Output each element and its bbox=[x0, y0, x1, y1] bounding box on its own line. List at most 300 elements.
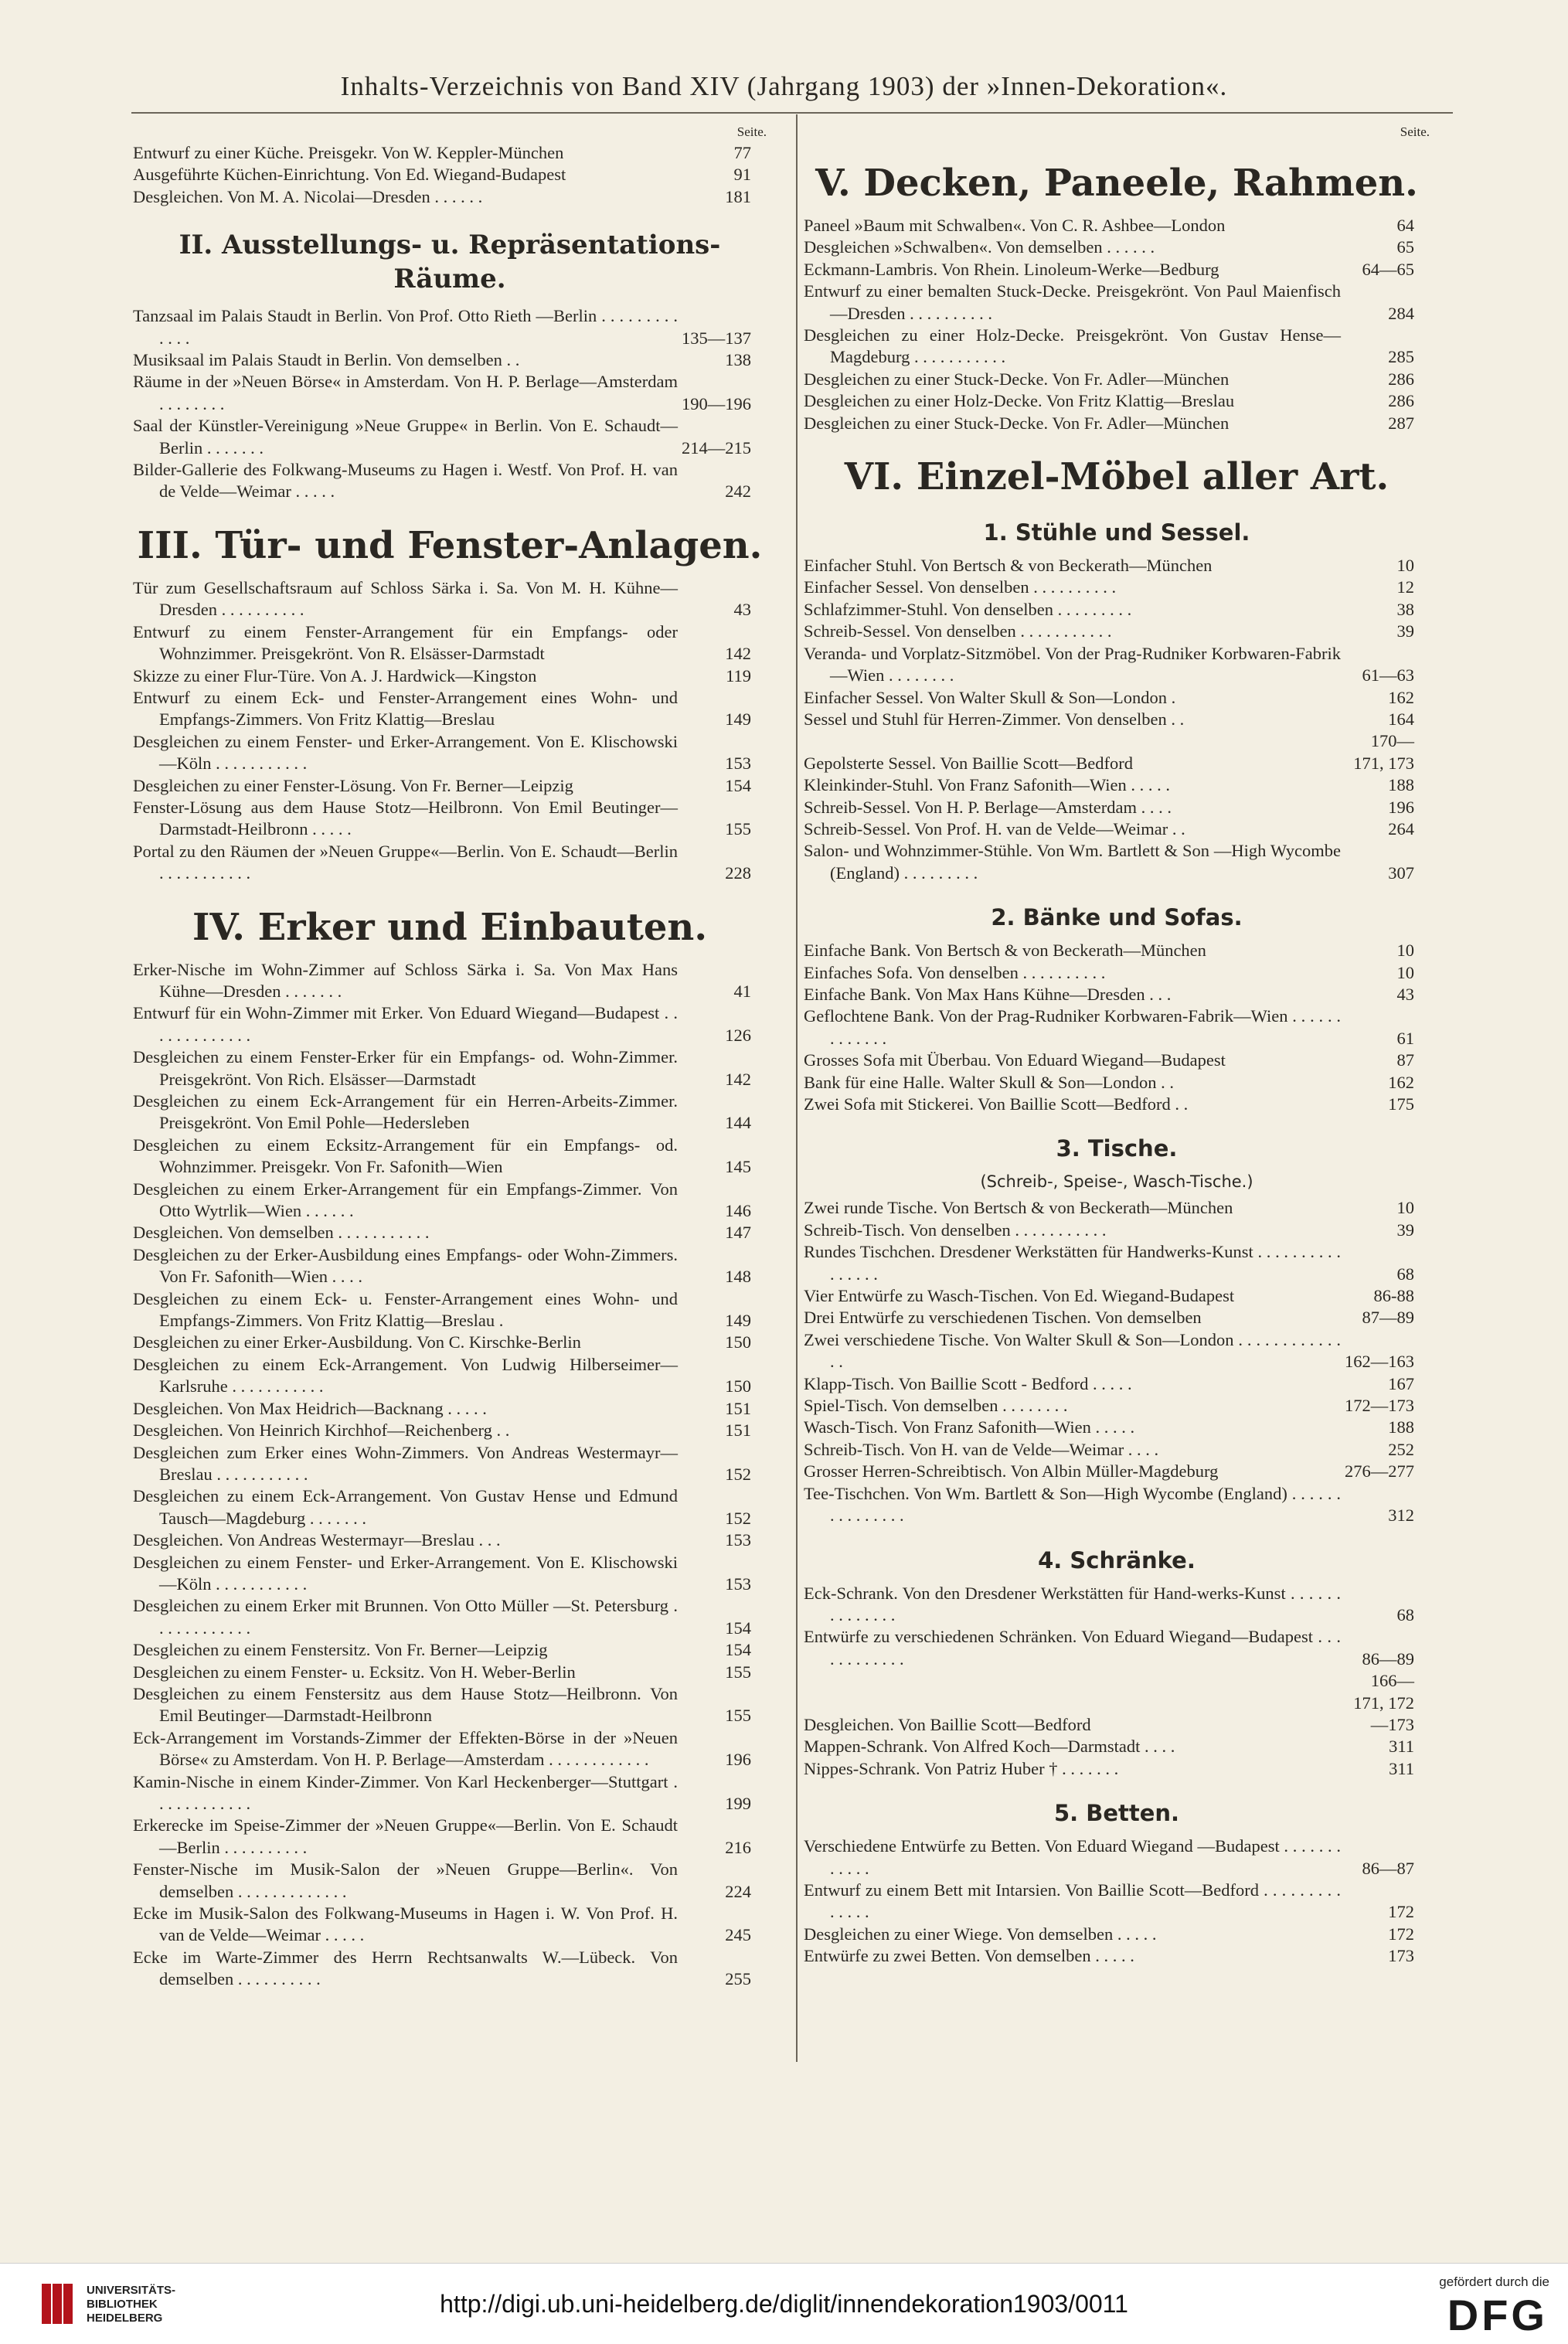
toc-entry bbox=[133, 1662, 767, 1683]
toc-entry-title: Desgleichen zu einer Stuck-Decke. Von Fr. Adler—München bbox=[804, 369, 1230, 389]
toc-entry-title: Desgleichen zu einem Fenster- und Erker-Arrangement. Von E. Klischowski—Köln . . . . . . . . . . . bbox=[133, 1552, 678, 1594]
toc-entry-page: 61 bbox=[1396, 1028, 1414, 1048]
toc-entry-page: 172—173 bbox=[1345, 1396, 1414, 1416]
toc-entry bbox=[804, 555, 1430, 577]
toc-entry-title: Fenster-Lösung aus dem Hause Stotz—Heilbronn. Von Emil Beutinger—Darmstadt-Heilbronn . . . . . bbox=[133, 797, 678, 839]
toc-entry bbox=[133, 1485, 767, 1529]
toc-entry-title: Desgleichen. Von demselben . . . . . . . . . . . bbox=[133, 1223, 430, 1243]
toc-entry-title: Einfache Bank. Von Max Hans Kühne—Dresden . . . bbox=[804, 984, 1172, 1004]
toc-entry bbox=[804, 1417, 1430, 1438]
toc-entry bbox=[133, 1552, 767, 1596]
toc-entry-title: Einfache Bank. Von Bertsch & von Beckerath—München bbox=[804, 941, 1206, 961]
toc-entry-title: Spiel-Tisch. Von demselben . . . . . . . . bbox=[804, 1396, 1068, 1416]
toc-entry bbox=[804, 1050, 1430, 1071]
toc-entry bbox=[133, 687, 767, 731]
toc-entry bbox=[804, 774, 1430, 796]
toc-entry bbox=[133, 841, 767, 885]
toc-entry-page: 216 bbox=[725, 1837, 751, 1857]
toc-entry bbox=[804, 1583, 1430, 1627]
footer-bar bbox=[0, 2263, 1568, 2344]
toc-entry-page: 285 bbox=[1388, 347, 1414, 367]
toc-entry-page: 228 bbox=[725, 863, 751, 883]
toc-entry-page: 148 bbox=[725, 1267, 751, 1287]
toc-entry-title: Drei Entwürfe zu verschiedenen Tischen. Von demselben bbox=[804, 1308, 1202, 1328]
toc-entry-page: 65 bbox=[1396, 237, 1414, 257]
toc-entry bbox=[804, 1626, 1430, 1670]
toc-entry-title: Fenster-Nische im Musik-Salon der »Neuen Gruppe—Berlin«. Von demselben . . . . . . . . . . . . . bbox=[133, 1859, 678, 1901]
toc-entry-page: 87 bbox=[1396, 1050, 1414, 1070]
toc-entry bbox=[804, 818, 1430, 840]
toc-entry-page: 196 bbox=[725, 1750, 751, 1770]
toc-entry-page: 286 bbox=[1388, 369, 1414, 389]
toc-entry-title: Wasch-Tisch. Von Franz Safonith—Wien . . . . . bbox=[804, 1417, 1135, 1437]
toc-entry-title: Vier Entwürfe zu Wasch-Tischen. Von Ed. Wiegand-Budapest bbox=[804, 1286, 1235, 1306]
toc-entry bbox=[804, 577, 1430, 598]
toc-entry-title: Entwurf zu einem Eck- und Fenster-Arrangement eines Wohn- und Empfangs-Zimmers. Von Fritz Klattig—Breslau bbox=[133, 687, 678, 730]
toc-entry-page: 86—87 bbox=[1362, 1858, 1414, 1878]
toc-entry-page: 142 bbox=[725, 1069, 751, 1089]
toc-entry bbox=[133, 577, 767, 621]
toc-entry-title: Entwürfe zu verschiedenen Schränken. Von Eduard Wiegand—Budapest . . . . . . . . . . . . bbox=[804, 1627, 1341, 1669]
toc-entry bbox=[133, 775, 767, 797]
toc-entry-title: Schreib-Tisch. Von denselben . . . . . . . . . . . bbox=[804, 1220, 1107, 1240]
toc-entry bbox=[804, 1329, 1430, 1373]
toc-entry bbox=[804, 730, 1430, 774]
toc-entry bbox=[133, 1420, 767, 1441]
toc-entry-title: Erkerecke im Speise-Zimmer der »Neuen Gruppe«—Berlin. Von E. Schaudt—Berlin . . . . . . . . . . bbox=[133, 1815, 678, 1857]
toc-entry bbox=[804, 687, 1430, 709]
toc-entry bbox=[804, 281, 1430, 325]
toc-entry bbox=[133, 1354, 767, 1398]
toc-entry-title: Desgleichen. Von M. A. Nicolai—Dresden . . . . . . bbox=[133, 186, 483, 206]
toc-entry-title: Entwürfe zu zwei Betten. Von demselben . . . . . bbox=[804, 1946, 1134, 1966]
library-name-line: HEIDELBERG bbox=[87, 2312, 163, 2325]
toc-entry bbox=[133, 797, 767, 841]
toc-entry-page: 311 bbox=[1389, 1758, 1414, 1778]
toc-entry bbox=[804, 1758, 1430, 1780]
toc-entry-page: 153 bbox=[725, 754, 751, 774]
toc-entry-title: Desgleichen »Schwalben«. Von demselben . . . . . . bbox=[804, 237, 1155, 257]
toc-entry bbox=[804, 259, 1430, 281]
toc-entry-page: 149 bbox=[725, 1311, 751, 1331]
toc-entry bbox=[133, 731, 767, 775]
toc-entry bbox=[133, 1046, 767, 1090]
toc-entry bbox=[133, 371, 767, 415]
toc-entry-title: Paneel »Baum mit Schwalben«. Von C. R. Ashbee—London bbox=[804, 216, 1226, 235]
funded-by-text: gefördert durch die bbox=[1439, 2274, 1549, 2289]
toc-entry-page: 43 bbox=[733, 600, 751, 620]
toc-entry-title: Desgleichen. Von Andreas Westermayr—Breslau . . . bbox=[133, 1530, 501, 1550]
toc-entry bbox=[804, 940, 1430, 961]
toc-entry-title: Desgleichen. Von Baillie Scott—Bedford bbox=[804, 1714, 1091, 1734]
toc-entry-title: Desgleichen zu einem Eck-Arrangement. Von Gustav Hense und Edmund Tausch—Magdeburg . . . . . . . bbox=[133, 1486, 678, 1528]
toc-entry bbox=[804, 1924, 1430, 1945]
toc-entry-page: 311 bbox=[1389, 1737, 1414, 1757]
toc-entry bbox=[133, 1859, 767, 1903]
toc-entry bbox=[804, 621, 1430, 642]
toc-entry bbox=[133, 1947, 767, 1991]
toc-entry-title: Eckmann-Lambris. Von Rhein. Linoleum-Werke—Bedburg bbox=[804, 259, 1219, 279]
toc-entry bbox=[804, 1307, 1430, 1328]
toc-entry-page: 173 bbox=[1388, 1946, 1414, 1966]
toc-entry bbox=[133, 1222, 767, 1243]
toc-entry-title: Desgleichen. Von Max Heidrich—Backnang . . . . . bbox=[133, 1398, 487, 1418]
toc-entry-page: 150 bbox=[725, 1376, 751, 1397]
toc-entry-title: Musiksaal im Palais Staudt in Berlin. Von demselben . . bbox=[133, 350, 520, 370]
section-heading: VI. Einzel-Möbel aller Art. bbox=[844, 455, 1389, 499]
toc-entry-title: Einfacher Stuhl. Von Bertsch & von Beckerath—München bbox=[804, 556, 1213, 576]
page-number-label: Seite. bbox=[1400, 124, 1430, 139]
toc-entry-title: Rundes Tischchen. Dresdener Werkstätten für Handwerks-Kunst . . . . . . . . . . . . . . . . bbox=[804, 1242, 1341, 1284]
toc-entry bbox=[133, 142, 767, 164]
toc-entry bbox=[804, 1220, 1430, 1241]
toc-entry-title: Desgleichen zu einem Erker-Arrangement für ein Empfangs-Zimmer. Von Otto Wytrlik—Wien . . . . . . bbox=[133, 1179, 678, 1221]
toc-entry bbox=[133, 415, 767, 459]
toc-entry-page: 119 bbox=[726, 665, 751, 686]
toc-entry-title: Schreib-Sessel. Von denselben . . . . . . . . . . . bbox=[804, 621, 1112, 641]
toc-entry-page: 154 bbox=[725, 775, 751, 795]
toc-entry-title: Sessel und Stuhl für Herren-Zimmer. Von denselben . . bbox=[804, 709, 1185, 729]
toc-entry-title: Ecke im Warte-Zimmer des Herrn Rechtsanwalts W.—Lübeck. Von demselben . . . . . . . . . . bbox=[133, 1947, 678, 1989]
toc-entry-page: 43 bbox=[1396, 984, 1414, 1004]
toc-entry-page: 172 bbox=[1388, 1902, 1414, 1922]
toc-entry bbox=[804, 984, 1430, 1005]
toc-entry-title: Desgleichen zu einem Fenster-Erker für ein Empfangs- od. Wohn-Zimmer. Preisgekrönt. Von Rich. Elsässer—Darmstadt bbox=[133, 1047, 678, 1089]
toc-entry-title: Bilder-Gallerie des Folkwang-Museums zu Hagen i. Westf. Von Prof. H. van de Velde—Weimar . . . . . bbox=[133, 460, 678, 502]
toc-entry-page: 68 bbox=[1396, 1264, 1414, 1284]
toc-entry-title: Eck-Arrangement im Vorstands-Zimmer der Effekten-Börse in der »Neuen Börse« zu Amsterdam. Von H. P. Berlage—Amsterdam . . . . . . . . . . . . bbox=[133, 1727, 678, 1770]
toc-entry-page: 138 bbox=[725, 350, 751, 370]
toc-entry-title: Schreib-Tisch. Von H. van de Velde—Weimar . . . . bbox=[804, 1439, 1159, 1459]
toc-entry-title: Nippes-Schrank. Von Patriz Huber † . . . . . . . bbox=[804, 1758, 1119, 1778]
toc-entry-page: 152 bbox=[725, 1464, 751, 1484]
toc-entry bbox=[804, 1197, 1430, 1219]
toc-entry-title: Entwurf für ein Wohn-Zimmer mit Erker. Von Eduard Wiegand—Budapest . . . . . . . . . . . . . bbox=[133, 1003, 678, 1045]
toc-entry-page: 188 bbox=[1388, 775, 1414, 795]
right-column bbox=[804, 124, 1430, 1968]
toc-entry bbox=[804, 643, 1430, 687]
toc-entry bbox=[804, 1736, 1430, 1757]
toc-entry-page: 64 bbox=[1396, 216, 1414, 235]
toc-entry bbox=[133, 164, 767, 185]
toc-entry-page: 164 bbox=[1388, 709, 1414, 729]
toc-entry bbox=[133, 1639, 767, 1661]
toc-entry-page: 155 bbox=[725, 1706, 751, 1726]
toc-entry bbox=[133, 349, 767, 371]
toc-entry-page: 214—215 bbox=[682, 437, 751, 458]
toc-entry-page: 10 bbox=[1396, 556, 1414, 576]
toc-entry-title: Desgleichen zu einem Fenstersitz. Von Fr. Berner—Leipzig bbox=[133, 1640, 548, 1660]
toc-entry-title: Mappen-Schrank. Von Alfred Koch—Darmstadt . . . . bbox=[804, 1737, 1175, 1757]
toc-entry-title: Desgleichen zu einem Eck-Arrangement. Von Ludwig Hilberseimer—Karlsruhe . . . . . . . . . . . bbox=[133, 1354, 678, 1397]
toc-entry bbox=[133, 1815, 767, 1859]
toc-entry-title: Ausgeführte Küchen-Einrichtung. Von Ed. Wiegand-Budapest bbox=[133, 165, 566, 185]
toc-entry-page: 91 bbox=[733, 165, 751, 185]
toc-entry-title: Grosses Sofa mit Überbau. Von Eduard Wiegand—Budapest bbox=[804, 1050, 1226, 1070]
toc-entry-title: Einfacher Sessel. Von Walter Skull & Son—London . bbox=[804, 687, 1176, 707]
toc-entry-title: Klapp-Tisch. Von Baillie Scott - Bedford . . . . . bbox=[804, 1373, 1132, 1393]
toc-entry-page: 155 bbox=[725, 1662, 751, 1682]
toc-entry bbox=[804, 1072, 1430, 1094]
toc-entry bbox=[133, 1002, 767, 1046]
toc-entry-title: Portal zu den Räumen der »Neuen Gruppe«—Berlin. Von E. Schaudt—Berlin . . . . . . . . . . . bbox=[133, 841, 678, 883]
toc-entry-title: Zwei verschiedene Tische. Von Walter Skull & Son—London . . . . . . . . . . . . . . bbox=[804, 1329, 1341, 1372]
toc-entry bbox=[804, 1285, 1430, 1307]
toc-entry-title: Skizze zu einer Flur-Türe. Von A. J. Hardwick—Kingston bbox=[133, 665, 537, 686]
toc-entry bbox=[804, 840, 1430, 884]
toc-entry-title: Desgleichen zu einem Erker mit Brunnen. Von Otto Müller —St. Petersburg . . . . . . . . . . . . bbox=[133, 1596, 678, 1638]
toc-entry-page: 312 bbox=[1388, 1505, 1414, 1526]
toc-entry-title: Einfaches Sofa. Von denselben . . . . . . . . . . bbox=[804, 962, 1106, 982]
subsection-heading: 5. Betten. bbox=[1053, 1800, 1180, 1827]
toc-entry-page: 287 bbox=[1388, 413, 1414, 433]
toc-entry-page: 152 bbox=[725, 1508, 751, 1528]
toc-entry-title: Entwurf zu einem Fenster-Arrangement für ein Empfangs- oder Wohnzimmer. Preisgekrönt. Von R. Elsässer-Darmstadt bbox=[133, 621, 678, 664]
toc-entry-title: Grosser Herren-Schreibtisch. Von Albin Müller-Magdeburg bbox=[804, 1461, 1219, 1482]
toc-entry-title: Salon- und Wohnzimmer-Stühle. Von Wm. Bartlett & Son —High Wycombe (England) . . . . . . . . . bbox=[804, 841, 1341, 883]
toc-entry-title: Tee-Tischchen. Von Wm. Bartlett & Son—High Wycombe (England) . . . . . . . . . . . . . . . bbox=[804, 1483, 1341, 1526]
library-name-line: BIBLIOTHEK bbox=[87, 2298, 158, 2311]
toc-entry-page: 181 bbox=[725, 186, 751, 206]
toc-entry-title: Entwurf zu einem Bett mit Intarsien. Von Baillie Scott—Bedford . . . . . . . . . . . . . . bbox=[804, 1880, 1341, 1922]
left-column-blocks bbox=[133, 142, 767, 1991]
toc-entry-page: 188 bbox=[1388, 1417, 1414, 1437]
toc-entry-page: 284 bbox=[1388, 303, 1414, 323]
toc-entry bbox=[133, 1288, 767, 1332]
toc-entry-page: 307 bbox=[1388, 862, 1414, 883]
toc-entry bbox=[804, 325, 1430, 369]
toc-entry-title: Desgleichen zum Erker eines Wohn-Zimmers. Von Andreas Westermayr—Breslau . . . . . . . . . . . bbox=[133, 1442, 678, 1484]
toc-entry bbox=[804, 413, 1430, 434]
toc-entry-page: 255 bbox=[725, 1969, 751, 1989]
toc-entry bbox=[804, 390, 1430, 412]
toc-entry-page: 61—63 bbox=[1362, 665, 1414, 686]
toc-entry-page: 252 bbox=[1388, 1439, 1414, 1459]
toc-entry-title: Räume in der »Neuen Börse« in Amsterdam. Von H. P. Berlage—Amsterdam . . . . . . . . bbox=[133, 372, 678, 413]
toc-entry bbox=[133, 1529, 767, 1551]
toc-entry-page: 224 bbox=[725, 1881, 751, 1901]
toc-entry bbox=[804, 1461, 1430, 1482]
toc-entry bbox=[133, 959, 767, 1003]
toc-entry-page: 144 bbox=[725, 1113, 751, 1133]
toc-entry bbox=[133, 1135, 767, 1179]
toc-entry-page: 150 bbox=[725, 1332, 751, 1352]
toc-entry-title: Tür zum Gesellschaftsraum auf Schloss Särka i. Sa. Von M. H. Kühne—Dresden . . . . . . . . . . bbox=[133, 577, 678, 620]
toc-entry-title: Schreib-Sessel. Von H. P. Berlage—Amsterdam . . . . bbox=[804, 797, 1172, 817]
toc-entry-title: Ecke im Musik-Salon des Folkwang-Museums in Hagen i. W. Von Prof. H. van de Velde—Weimar . . . . . bbox=[133, 1903, 678, 1945]
toc-entry bbox=[804, 1880, 1430, 1924]
subsection-note: (Schreib-, Speise-, Wasch-Tische.) bbox=[980, 1172, 1253, 1192]
toc-entry-title: Saal der Künstler-Vereinigung »Neue Gruppe« in Berlin. Von E. Schaudt—Berlin . . . . . . . bbox=[133, 416, 678, 458]
toc-entry-title: Desgleichen zu einer Stuck-Decke. Von Fr. Adler—München bbox=[804, 413, 1230, 433]
toc-entry bbox=[133, 621, 767, 665]
toc-entry-page: 154 bbox=[725, 1640, 751, 1660]
toc-entry-page: 64—65 bbox=[1362, 259, 1414, 279]
toc-entry-title: Tanzsaal im Palais Staudt in Berlin. Von Prof. Otto Rieth —Berlin . . . . . . . . . . . . . bbox=[133, 306, 678, 348]
toc-entry bbox=[804, 1835, 1430, 1880]
subsection-heading: 1. Stühle und Sessel. bbox=[983, 519, 1250, 546]
subsection-heading: 3. Tische. bbox=[1056, 1135, 1178, 1162]
toc-entry bbox=[804, 599, 1430, 621]
toc-entry-title: Desgleichen zu einem Ecksitz-Arrangement für ein Empfangs- od. Wohnzimmer. Preisgekr. Von Fr. Safonith—Wien bbox=[133, 1135, 678, 1177]
toc-entry-page: 142 bbox=[725, 644, 751, 664]
page-number-label: Seite. bbox=[736, 124, 767, 139]
toc-entry bbox=[804, 1241, 1430, 1285]
toc-entry-title: Desgleichen zu einem Fenster- u. Ecksitz. Von H. Weber-Berlin bbox=[133, 1662, 576, 1682]
subsection-heading: 4. Schränke. bbox=[1038, 1546, 1196, 1573]
toc-entry bbox=[133, 1903, 767, 1947]
toc-entry-title: Veranda- und Vorplatz-Sitzmöbel. Von der Prag-Rudniker Korbwaren-Fabrik—Wien . . . . . . . . bbox=[804, 643, 1341, 686]
toc-entry-title: Kleinkinder-Stuhl. Von Franz Safonith—Wien . . . . . bbox=[804, 775, 1171, 795]
toc-entry-title: Verschiedene Entwürfe zu Betten. Von Eduard Wiegand —Budapest . . . . . . . . . . . . bbox=[804, 1836, 1341, 1878]
source-url[interactable]: http://digi.ub.uni-heidelberg.de/diglit/innendekoration1903/0011 bbox=[440, 2290, 1128, 2318]
toc-entry-page: 147 bbox=[725, 1223, 751, 1243]
toc-entry-page: 151 bbox=[725, 1398, 751, 1418]
toc-entry-page: 86-88 bbox=[1373, 1286, 1414, 1306]
toc-entry bbox=[133, 1244, 767, 1288]
toc-entry-page: 145 bbox=[725, 1157, 751, 1177]
column-divider bbox=[796, 114, 798, 2062]
toc-entry-page: 175 bbox=[1388, 1094, 1414, 1114]
toc-entry bbox=[804, 236, 1430, 258]
toc-entry-page: 190—196 bbox=[682, 393, 751, 413]
toc-entry bbox=[133, 1683, 767, 1727]
toc-entry-title: Zwei runde Tische. Von Bertsch & von Beckerath—München bbox=[804, 1198, 1233, 1218]
section-heading: III. Tür- und Fenster-Anlagen. bbox=[137, 523, 763, 567]
toc-entry-page: 126 bbox=[725, 1025, 751, 1045]
toc-entry-title: Desgleichen zu einer Holz-Decke. Preisgekrönt. Von Gustav Hense—Magdeburg . . . . . . . . . . . bbox=[804, 325, 1341, 367]
toc-entry-page: 149 bbox=[725, 709, 751, 730]
toc-entry bbox=[133, 1771, 767, 1815]
toc-entry bbox=[133, 1090, 767, 1135]
toc-entry-page: 12 bbox=[1396, 577, 1414, 597]
toc-entry bbox=[804, 215, 1430, 236]
toc-entry-title: Desgleichen zu der Erker-Ausbildung eines Empfangs- oder Wohn-Zimmers. Von Fr. Safonith—Wien . . . . bbox=[133, 1244, 678, 1287]
toc-entry-page: 276—277 bbox=[1345, 1461, 1414, 1482]
toc-entry-title: Desgleichen zu einer Wiege. Von demselben . . . . . bbox=[804, 1924, 1157, 1944]
toc-entry-page: 286 bbox=[1388, 391, 1414, 411]
toc-entry-page: 264 bbox=[1388, 818, 1414, 839]
page-header: Inhalts-Verzeichnis von Band XIV (Jahrgang 1903) der »Innen-Dekoration«. bbox=[340, 71, 1228, 101]
toc-entry-page: 146 bbox=[725, 1201, 751, 1221]
toc-entry-title: Kamin-Nische in einem Kinder-Zimmer. Von Karl Heckenberger—Stuttgart . . . . . . . . . . . . bbox=[133, 1771, 678, 1813]
toc-entry-page: 10 bbox=[1396, 941, 1414, 961]
toc-entry-title: Desgleichen zu einer Fenster-Lösung. Von Fr. Berner—Leipzig bbox=[133, 775, 573, 795]
subsection-heading: 2. Bänke und Sofas. bbox=[991, 904, 1243, 931]
toc-entry bbox=[804, 1094, 1430, 1115]
toc-entry-page: 38 bbox=[1396, 599, 1414, 619]
toc-entry bbox=[804, 709, 1430, 730]
toc-entry-page: 68 bbox=[1396, 1604, 1414, 1624]
toc-entry-page: 245 bbox=[725, 1925, 751, 1945]
toc-entry-page: 135—137 bbox=[682, 328, 751, 348]
toc-entry-page: 154 bbox=[725, 1618, 751, 1638]
toc-entry bbox=[804, 797, 1430, 818]
toc-entry bbox=[133, 665, 767, 687]
toc-entry bbox=[133, 305, 767, 349]
toc-entry bbox=[133, 1442, 767, 1486]
library-name-line: UNIVERSITÄTS- bbox=[87, 2284, 176, 2297]
toc-entry-page: 242 bbox=[725, 481, 751, 502]
toc-entry-title: Entwurf zu einer Küche. Preisgekr. Von W. Keppler-München bbox=[133, 143, 564, 162]
toc-entry-page: 155 bbox=[725, 819, 751, 839]
toc-entry-page: 41 bbox=[733, 981, 751, 1001]
section-heading: V. Decken, Paneele, Rahmen. bbox=[815, 162, 1418, 205]
toc-entry bbox=[804, 1483, 1430, 1527]
toc-entry-page: 39 bbox=[1396, 1220, 1414, 1240]
toc-entry-page: 167 bbox=[1388, 1373, 1414, 1393]
toc-entry-title: Desgleichen zu einem Eck-Arrangement für ein Herren-Arbeits-Zimmer. Preisgekrönt. Von Emil Pohle—Hedersleben bbox=[133, 1091, 678, 1133]
toc-entry-page: 170—171, 173 bbox=[1353, 731, 1414, 773]
toc-entry bbox=[133, 1332, 767, 1353]
toc-entry-title: Gepolsterte Sessel. Von Baillie Scott—Bedford bbox=[804, 753, 1133, 773]
toc-entry-title: Erker-Nische im Wohn-Zimmer auf Schloss Särka i. Sa. Von Max Hans Kühne—Dresden . . . . . . . bbox=[133, 959, 678, 1001]
toc-entry-page: 172 bbox=[1388, 1924, 1414, 1944]
right-column-blocks bbox=[804, 161, 1430, 1968]
toc-entry-title: Bank für eine Halle. Walter Skull & Son—London . . bbox=[804, 1072, 1174, 1092]
toc-entry-page: 153 bbox=[725, 1573, 751, 1594]
toc-entry-title: Desgleichen zu einem Fenster- und Erker-Arrangement. Von E. Klischowski—Köln . . . . . . . . . . . bbox=[133, 731, 678, 774]
toc-entry bbox=[804, 962, 1430, 984]
toc-entry-page: 86—89 bbox=[1362, 1648, 1414, 1669]
toc-entry-title: Schlafzimmer-Stuhl. Von denselben . . . . . . . . . bbox=[804, 599, 1132, 619]
toc-entry-page: 39 bbox=[1396, 621, 1414, 641]
section-heading: IV. Erker und Einbauten. bbox=[192, 905, 708, 949]
toc-entry-page: 77 bbox=[733, 143, 751, 162]
toc-entry-title: Geflochtene Bank. Von der Prag-Rudniker Korbwaren-Fabrik—Wien . . . . . . . . . . . . . bbox=[804, 1006, 1341, 1048]
toc-entry-page: 162 bbox=[1388, 687, 1414, 707]
toc-entry bbox=[133, 1727, 767, 1771]
toc-entry-title: Desgleichen. Von Heinrich Kirchhof—Reichenberg . . bbox=[133, 1420, 510, 1441]
toc-entry-page: 196 bbox=[1388, 797, 1414, 817]
toc-entry-page: 10 bbox=[1396, 1198, 1414, 1218]
toc-entry-title: Entwurf zu einer bemalten Stuck-Decke. Preisgekrönt. Von Paul Maienfisch—Dresden . . . . . . . . . . bbox=[804, 281, 1341, 323]
toc-entry-page: 87—89 bbox=[1362, 1308, 1414, 1328]
dfg-logo: DFG bbox=[1447, 2291, 1548, 2339]
toc-entry-page: 166—171, 172—173 bbox=[1353, 1671, 1414, 1734]
header-rule bbox=[131, 112, 1453, 114]
toc-entry bbox=[804, 1945, 1430, 1967]
left-column bbox=[133, 124, 767, 1991]
toc-entry bbox=[804, 1670, 1430, 1736]
toc-entry-title: Desgleichen zu einem Eck- u. Fenster-Arrangement eines Wohn- und Empfangs-Zimmers. Von Fritz Klattig—Breslau . bbox=[133, 1288, 678, 1331]
toc-entry-title: Schreib-Sessel. Von Prof. H. van de Velde—Weimar . . bbox=[804, 818, 1185, 839]
toc-entry-title: Zwei Sofa mit Stickerei. Von Baillie Scott—Bedford . . bbox=[804, 1094, 1189, 1114]
toc-entry-page: 10 bbox=[1396, 962, 1414, 982]
toc-entry bbox=[133, 1595, 767, 1639]
toc-entry-page: 151 bbox=[725, 1420, 751, 1441]
toc-entry bbox=[133, 186, 767, 208]
toc-entry bbox=[804, 1373, 1430, 1395]
toc-entry bbox=[133, 1398, 767, 1420]
toc-entry bbox=[133, 1179, 767, 1223]
toc-entry bbox=[804, 1439, 1430, 1461]
toc-entry bbox=[133, 459, 767, 503]
toc-entry bbox=[804, 1395, 1430, 1417]
toc-entry-title: Desgleichen zu einer Erker-Ausbildung. Von C. Kirschke-Berlin bbox=[133, 1332, 581, 1352]
toc-entry-page: 162 bbox=[1388, 1072, 1414, 1092]
section-heading: II. Ausstellungs- u. Repräsentations-Räume. bbox=[179, 230, 721, 295]
toc-entry-page: 199 bbox=[725, 1794, 751, 1813]
toc-entry-title: Desgleichen zu einer Holz-Decke. Von Fritz Klattig—Breslau bbox=[804, 391, 1235, 411]
toc-entry-title: Einfacher Sessel. Von denselben . . . . . . . . . . bbox=[804, 577, 1117, 597]
toc-entry-page: 162—163 bbox=[1345, 1352, 1414, 1372]
toc-entry bbox=[804, 369, 1430, 390]
toc-entry bbox=[804, 1005, 1430, 1050]
toc-entry-page: 153 bbox=[725, 1530, 751, 1550]
toc-entry-title: Desgleichen zu einem Fenstersitz aus dem Hause Stotz—Heilbronn. Von Emil Beutinger—Darmstadt-Heilbronn bbox=[133, 1683, 678, 1726]
toc-entry-title: Eck-Schrank. Von den Dresdener Werkstätten für Hand-werks-Kunst . . . . . . . . . . . . . . bbox=[804, 1583, 1341, 1624]
